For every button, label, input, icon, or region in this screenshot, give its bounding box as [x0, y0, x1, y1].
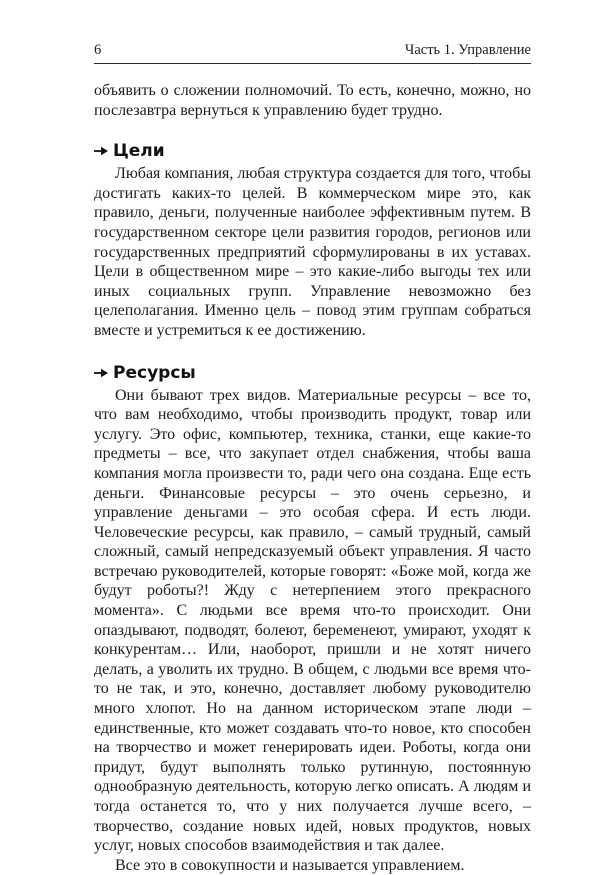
header-rule: [94, 63, 531, 64]
resources-closing-paragraph: Все это в совокупности и называется управлением.: [115, 856, 465, 874]
goals-paragraph: Любая компания, любая структура создается для того, чтобы достигать каких-то целей. В коммерческом мире это, как правило, деньги, полученные наиболее эффективным путем. В государственном секторе цели развития городов, регионов или государственных предприятий сформулированы в их уставах. Цели в общественном мире – это какие-либо выгоды тех или иных социальных групп. Управление невозможно без целеполагания. Именно цель – повод этим группам собраться вместе и устремиться к ее достижению.: [94, 165, 531, 339]
arrow-right-icon: [94, 146, 108, 156]
page-body: [94, 81, 531, 875]
page-number: 6: [94, 42, 102, 58]
arrow-right-icon: [94, 368, 108, 378]
intro-paragraph: объявить о сложении полномочий. То есть, конечно, можно, но послезавтра вернуться к управлению будет трудно.: [94, 82, 531, 119]
running-head: Часть 1. Управление: [404, 42, 531, 58]
section-heading-resources-text: Ресурсы: [113, 362, 196, 383]
section-heading-goals-text: Цели: [113, 141, 165, 162]
section-heading-goals: [94, 140, 531, 162]
resources-paragraph: Они бывают трех видов. Материальные ресурсы – все то, что вам необходимо, чтобы производить продукт, товар или услугу. Это офис, компьютер, техника, станки, еще какие-то предметы – все, что закупает отдел снабжения, чтобы ваша компания могла произвести то, ради чего она создана. Еще есть деньги. Финансовые ресурсы – это очень серьезно, и управление деньгами – это особая сфера. И есть люди. Человеческие ресурсы, как правило, – самый трудный, самый сложный, самый непредсказуемый объект управления. Я часто встречаю руководителей, которые говорят: «Боже мой, когда же будут роботы?! Жду с нетерпением этого прекрасного момента». С людьми все время что-то происходит. Они опаздывают, подводят, болеют, беременеют, умирают, уходят к конкурентам… Или, наоборот, пришли и не хотят ничего делать, а уволить их трудно. В общем, с людьми все время что-то не так, и это, конечно, доставляет любому руководителю много хлопот. Но на данном историческом этапе люди – единственные, кто может создавать что-то новое, кто способен на творчество и может генерировать идеи. Роботы, когда они придут, будут выполнять только рутинную, постоянную однообразную деятельность, которую легко описать. А людям и тогда останется то, что у них получается лучше всего, – творчество, создание новых идей, новых продуктов, новых услуг, новых способов взаимодействия и так далее.: [94, 386, 531, 855]
section-heading-resources: [94, 362, 531, 384]
page-header: [94, 40, 531, 64]
